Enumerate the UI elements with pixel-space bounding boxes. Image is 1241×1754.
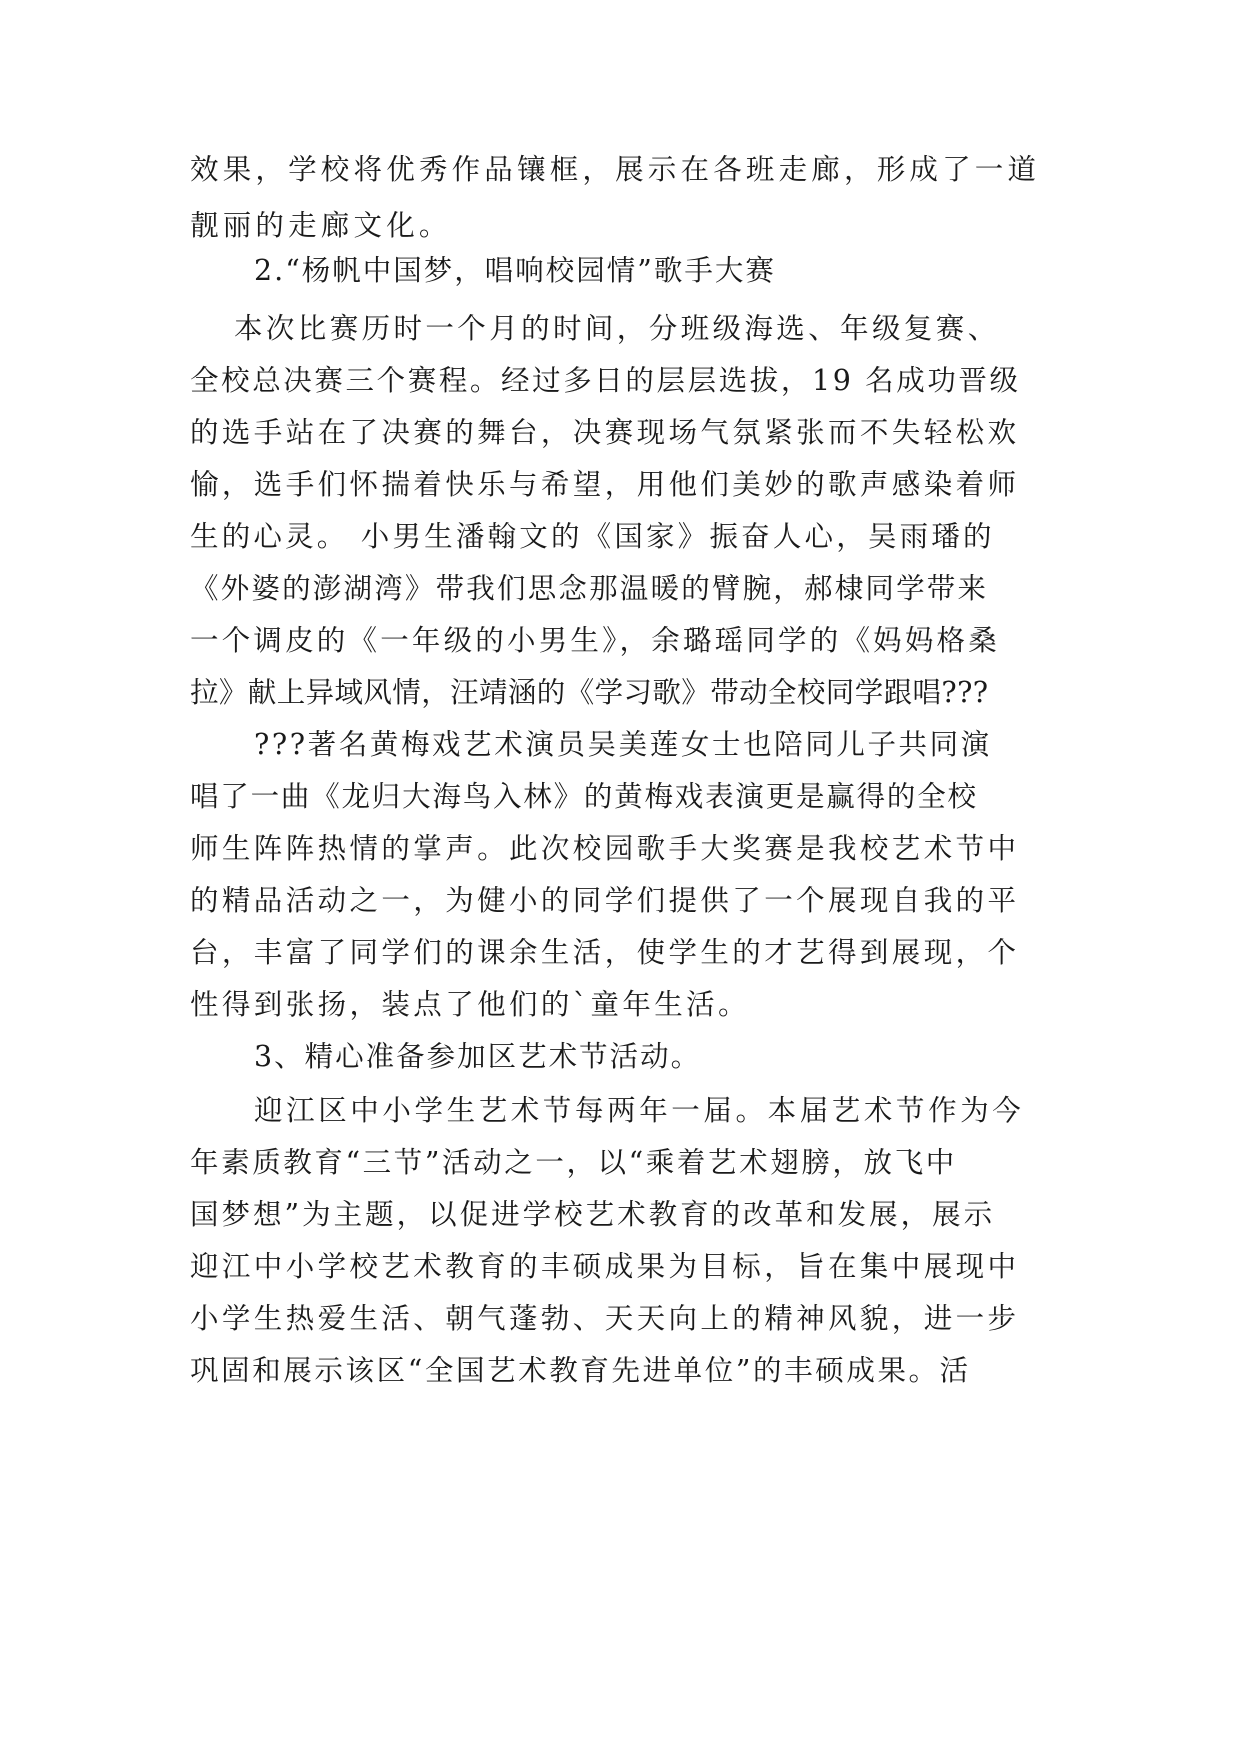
text-line: 师生阵阵热情的掌声。此次校园歌手大奖赛是我校艺术节中 <box>190 832 1020 865</box>
text-line: 效果，学校将优秀作品镶框，展示在各班走廊，形成了一道 <box>190 153 1041 186</box>
text-line: 的精品活动之一，为健小的同学们提供了一个展现自我的平 <box>190 884 1020 917</box>
text-line: 性得到张扬，装点了他们的`童年生活。 <box>190 988 750 1021</box>
text-line: 靓丽的走廊文化。 <box>190 209 452 242</box>
section-heading: 2.“杨帆中国梦，唱响校园情”歌手大赛 <box>254 254 776 287</box>
text-line: 年素质教育“三节”活动之一，以“乘着艺术翅膀，放飞中 <box>190 1146 957 1179</box>
text-line: 的选手站在了决赛的舞台，决赛现场气氛紧张而不失轻松欢 <box>190 416 1020 449</box>
text-line: 迎江中小学校艺术教育的丰硕成果为目标，旨在集中展现中 <box>190 1250 1020 1283</box>
text-line: ???著名黄梅戏艺术演员吴美莲女士也陪同儿子共同演 <box>254 728 992 761</box>
text-line: 本次比赛历时一个月的时间，分班级海选、年级复赛、 <box>234 312 1000 345</box>
text-line: 一个调皮的《一年级的小男生》，余璐瑶同学的《妈妈格桑 <box>190 624 1000 657</box>
text-line: 巩固和展示该区“全国艺术教育先进单位”的丰硕成果。活 <box>190 1354 971 1387</box>
text-line: 迎江区中小学生艺术节每两年一届。本届艺术节作为今 <box>254 1094 1025 1127</box>
text-line: 拉》献上异域风情，汪靖涵的《学习歌》带动全校同学跟唱??? <box>190 676 989 709</box>
text-line: 生的心灵。 小男生潘翰文的《国家》振奋人心，吴雨璠的 <box>190 520 995 553</box>
text-line: 小学生热爱生活、朝气蓬勃、天天向上的精神风貌，进一步 <box>190 1302 1020 1335</box>
text-line: 台，丰富了同学们的课余生活，使学生的才艺得到展现，个 <box>190 936 1020 969</box>
text-line: 国梦想”为主题，以促进学校艺术教育的改革和发展，展示 <box>190 1198 996 1231</box>
text-line: 全校总决赛三个赛程。经过多日的层层选拔，19 名成功晋级 <box>190 364 1021 397</box>
text-line: 唱了一曲《龙归大海鸟入林》的黄梅戏表演更是赢得的全校 <box>190 780 978 813</box>
text-line: 《外婆的澎湖湾》带我们思念那温暖的臂腕，郝棣同学带来 <box>190 572 989 605</box>
section-heading: 3、精心准备参加区艺术节活动。 <box>254 1040 702 1073</box>
text-line: 愉，选手们怀揣着快乐与希望，用他们美妙的歌声感染着师 <box>190 468 1020 501</box>
